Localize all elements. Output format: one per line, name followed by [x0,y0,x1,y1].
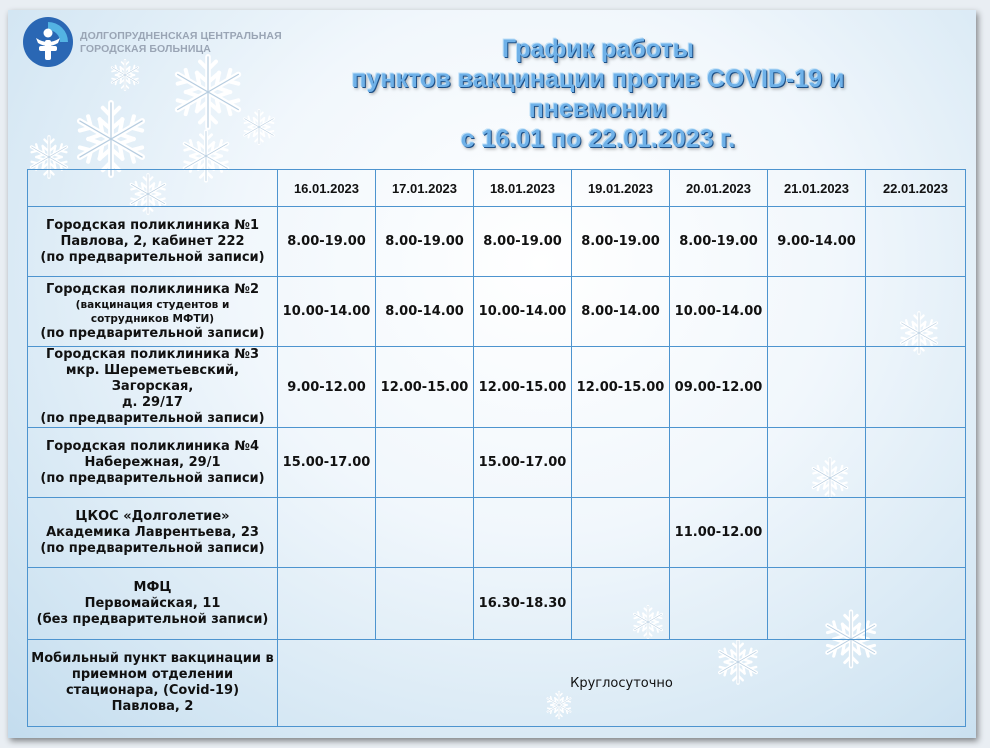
location-line: Городская поликлиника №2 [45,281,260,297]
title-line2: пунктов вакцинации против COVID-19 и [351,65,845,93]
location-line: Городская поликлиника №1 [45,217,260,233]
time-cell: 16.30-18.30 [474,568,572,640]
time-cell: 8.00-19.00 [474,207,572,277]
hospital-name [80,30,282,56]
time-cell [866,498,966,568]
time-cell [376,428,474,498]
location-line: (по предварительной записи) [40,470,265,486]
location-line: стационара, (Covid-19) [65,683,240,698]
time-cell: 8.00-14.00 [376,277,474,347]
location-line: Мобильный пункт вакцинации в [31,651,274,666]
title-line4: с 16.01 по 22.01.2023 г. [460,125,736,153]
time-cell: 10.00-14.00 [474,277,572,347]
location-cell [28,277,278,347]
table-row [28,568,966,640]
time-cell [768,347,866,428]
time-cell: 8.00-19.00 [670,207,768,277]
time-cell [866,277,966,347]
location-line: Городская поликлиника №3 [45,347,260,362]
date-header: 16.01.2023 [278,170,376,207]
hospital-logo-icon [22,16,74,68]
date-header: 18.01.2023 [474,170,572,207]
hospital-name-line1: ДОЛГОПРУДНЕНСКАЯ ЦЕНТРАЛЬНАЯ [80,30,282,42]
time-cell [768,428,866,498]
page-title [308,34,888,154]
time-cell [474,498,572,568]
title-line3: пневмонии [528,95,668,123]
time-cell [768,498,866,568]
table-row [28,428,966,498]
time-cell [670,428,768,498]
location-cell [28,428,278,498]
location-line: Павлова, 2, кабинет 222 [60,233,245,249]
time-cell: 15.00-17.00 [474,428,572,498]
location-cell [28,640,278,727]
location-cell [28,347,278,428]
time-cell: 10.00-14.00 [670,277,768,347]
time-cell: 9.00-12.00 [278,347,376,428]
location-cell [28,568,278,640]
date-header: 21.01.2023 [768,170,866,207]
location-line: Городская поликлиника №4 [45,438,260,454]
round-the-clock-cell: Круглосуточно [278,640,966,727]
time-cell [866,428,966,498]
location-line: (по предварительной записи) [40,540,265,556]
snowflake-icon [240,108,278,146]
time-cell [572,568,670,640]
time-cell: 8.00-19.00 [278,207,376,277]
title-line1: График работы [502,35,694,63]
time-cell [670,568,768,640]
location-line: (по предварительной записи) [40,411,265,426]
location-line: (без предварительной записи) [36,611,269,627]
time-cell [866,207,966,277]
location-line: Павлова, 2 [111,699,194,714]
time-cell: 8.00-14.00 [572,277,670,347]
date-header: 20.01.2023 [670,170,768,207]
time-cell: 9.00-14.00 [768,207,866,277]
table-row-mobile [28,640,966,727]
time-cell: 10.00-14.00 [278,277,376,347]
time-cell: 09.00-12.00 [670,347,768,428]
date-header: 22.01.2023 [866,170,966,207]
location-line: Академика Лаврентьева, 23 [46,524,259,540]
location-line: сотрудников МФТИ) [90,312,215,325]
table-row [28,498,966,568]
schedule-table [27,169,966,727]
time-cell: 11.00-12.00 [670,498,768,568]
table-row [28,347,966,428]
location-cell [28,498,278,568]
time-cell [866,568,966,640]
snowflake-icon [70,98,152,180]
time-cell [768,568,866,640]
time-cell: 12.00-15.00 [474,347,572,428]
location-line: Набережная, 29/1 [84,454,221,470]
location-line: приемном отделении [71,667,234,682]
time-cell: 8.00-19.00 [376,207,474,277]
hospital-name-line2: ГОРОДСКАЯ БОЛЬНИЦА [80,43,211,55]
time-cell [278,568,376,640]
time-cell [572,498,670,568]
time-cell [768,277,866,347]
hospital-logo [22,16,282,72]
location-line: (по предварительной записи) [40,249,265,265]
date-header: 19.01.2023 [572,170,670,207]
table-row [28,207,966,277]
location-line: Первомайская, 11 [84,595,221,611]
time-cell: 15.00-17.00 [278,428,376,498]
time-cell [866,347,966,428]
location-cell [28,207,278,277]
location-line: д. 29/17 [122,395,183,410]
time-cell: 12.00-15.00 [572,347,670,428]
time-cell [572,428,670,498]
slide [8,10,976,738]
time-cell: 12.00-15.00 [376,347,474,428]
date-header: 17.01.2023 [376,170,474,207]
location-line: мкр. Шереметьевский, Загорская, [65,363,240,394]
location-line: (вакцинация студентов и [75,298,230,311]
location-line: ЦКОС «Долголетие» [75,508,230,524]
header-row [28,170,966,207]
time-cell [376,498,474,568]
table-row [28,277,966,347]
time-cell [376,568,474,640]
time-cell: 8.00-19.00 [572,207,670,277]
time-cell [278,498,376,568]
location-line: МФЦ [133,579,172,595]
corner-cell [28,170,278,207]
location-line: (по предварительной записи) [40,325,265,341]
